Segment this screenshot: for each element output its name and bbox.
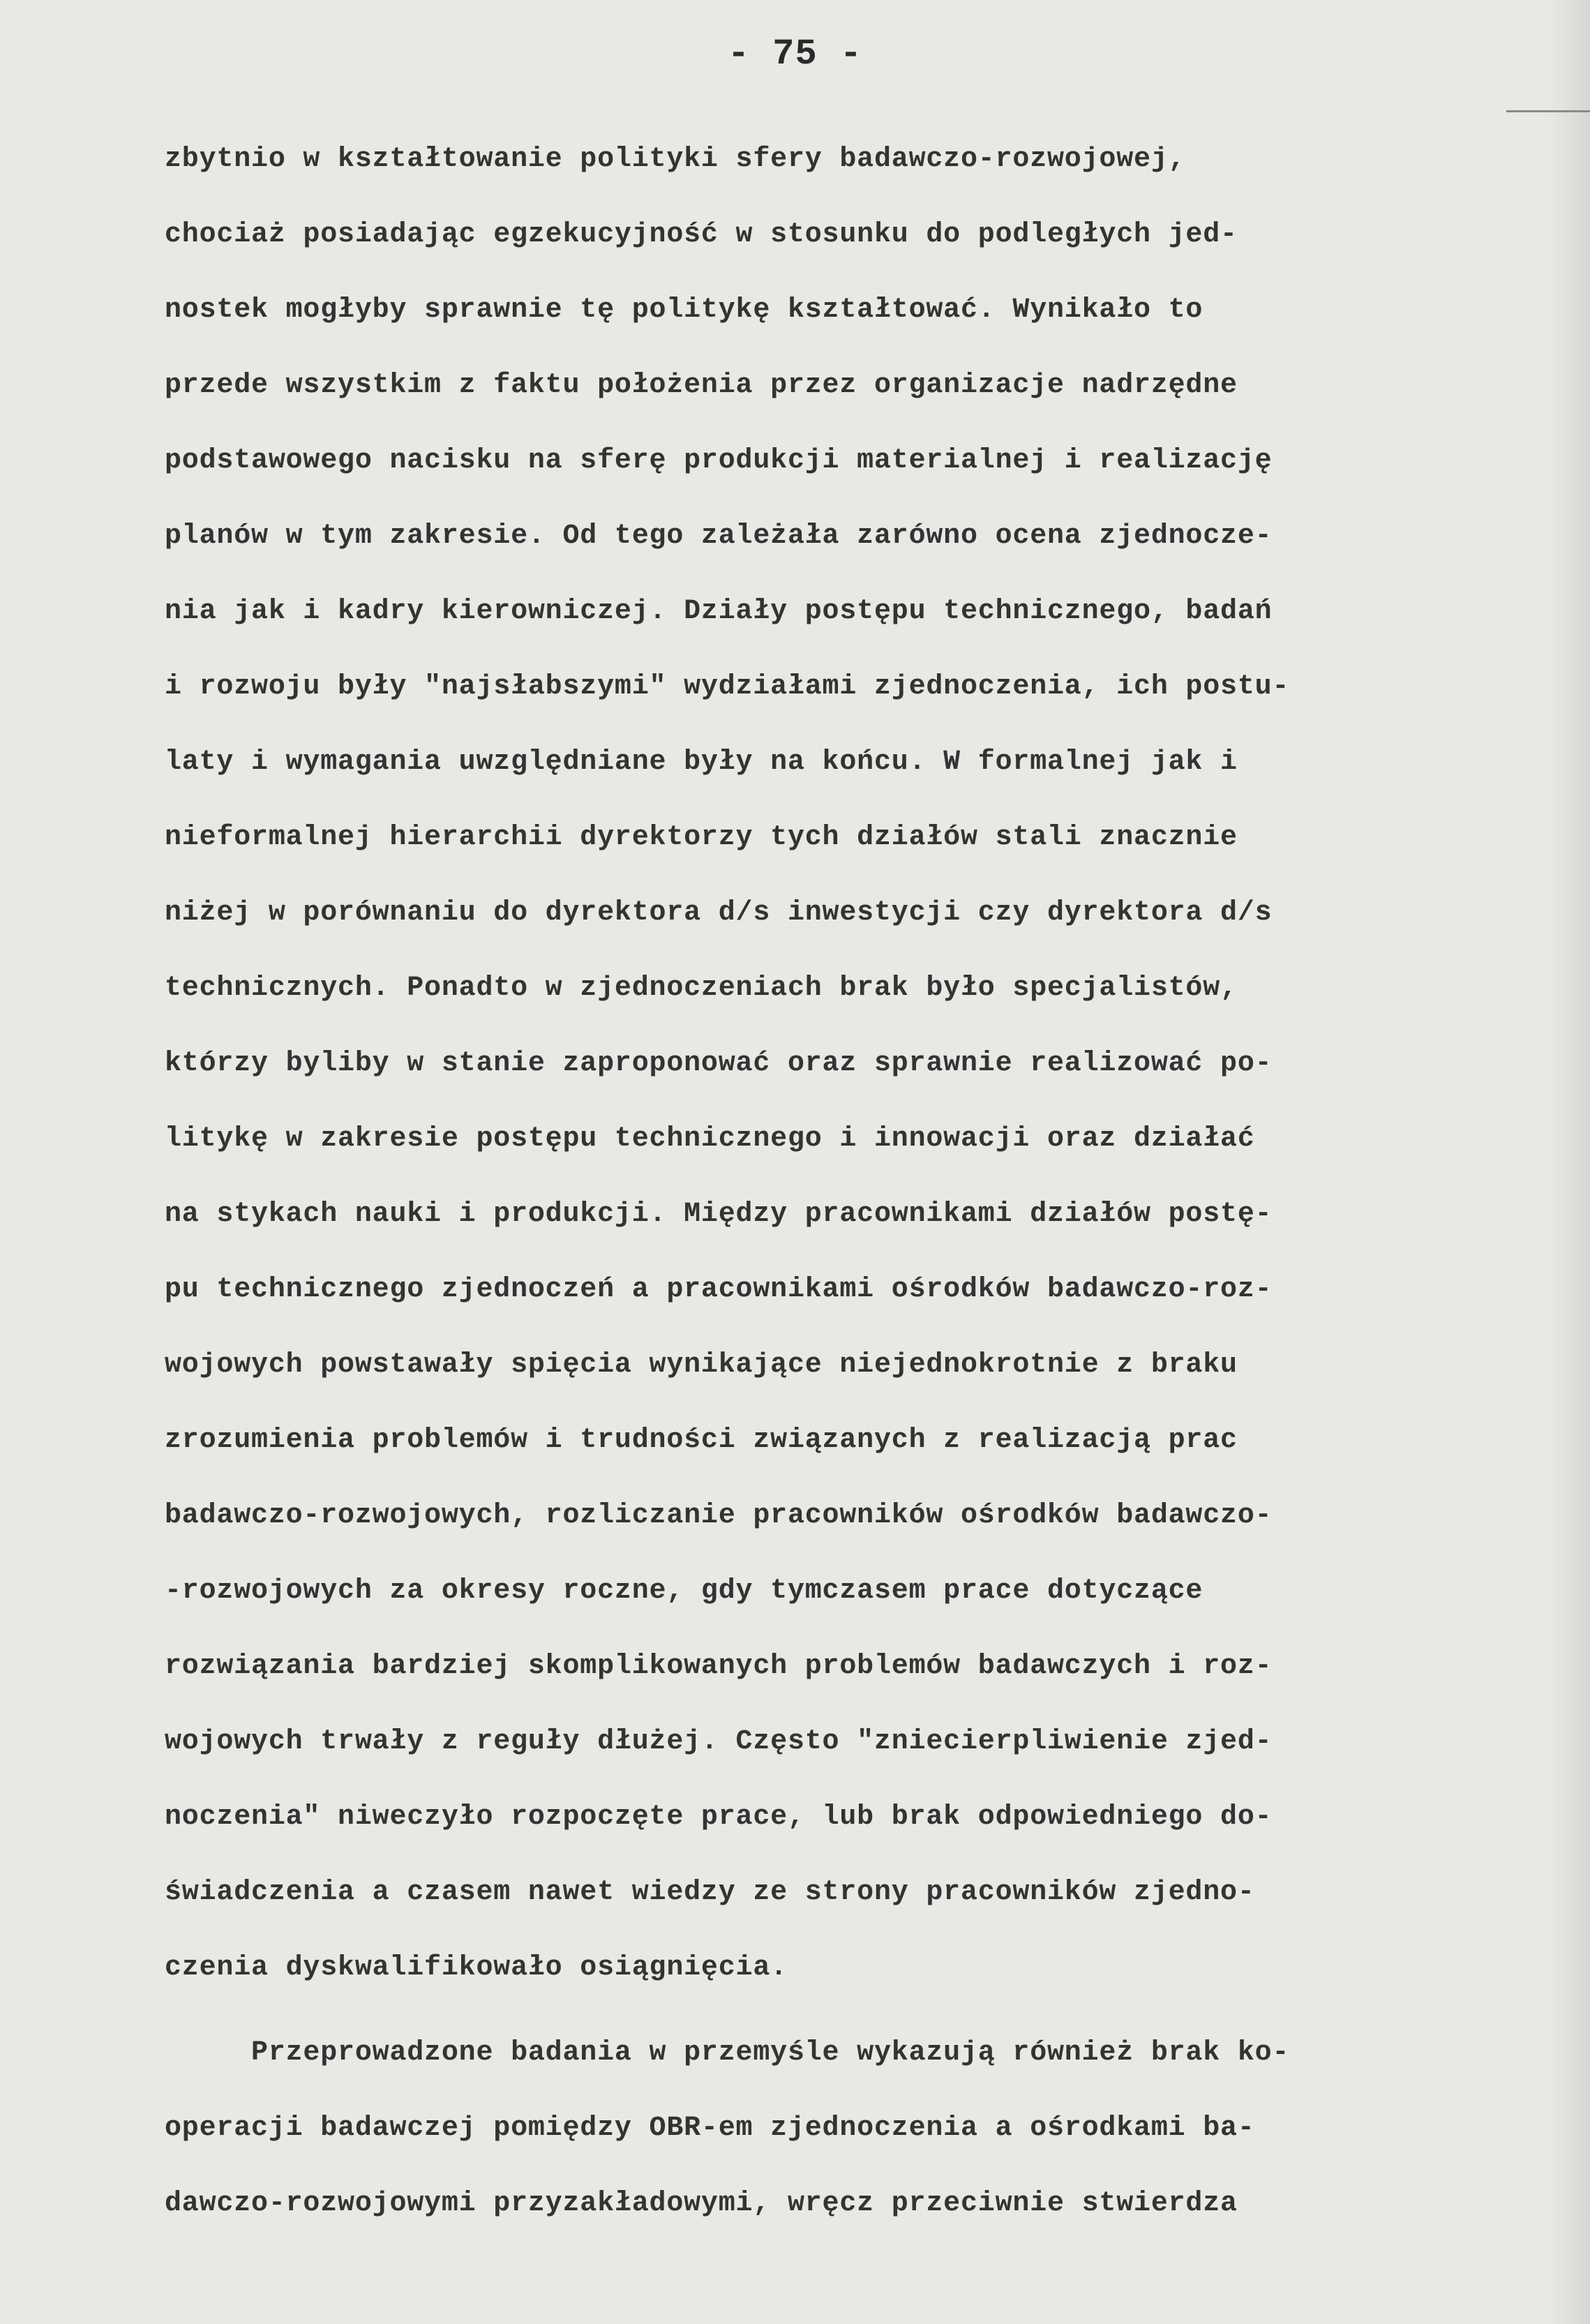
text-line: nieformalnej hierarchii dyrektorzy tych działów stali znacznie [165,822,1238,853]
text-line: chociaż posiadając egzekucyjność w stosunku do podległych jed- [165,219,1238,250]
text-line: laty i wymagania uwzględniane były na końcu. W formalnej jak i [165,747,1238,778]
text-line: zbytnio w kształtowanie polityki sfery badawczo-rozwojowej, [165,144,1186,175]
text-line: niżej w porównaniu do dyrektora d/s inwestycji czy dyrektora d/s [165,897,1273,929]
paragraph-start-line: Przeprowadzone badania w przemyśle wykazują również brak ko- [165,2037,1290,2069]
text-line: noczenia" niweczyło rozpoczęte prace, lub brak odpowiedniego do- [165,1801,1273,1833]
text-line: operacji badawczej pomiędzy OBR-em zjednoczenia a ośrodkami ba- [165,2113,1255,2144]
edge-mark [1506,110,1590,112]
text-line: świadczenia a czasem nawet wiedzy ze strony pracowników zjedno- [165,1877,1255,1908]
text-line: wojowych powstawały spięcia wynikające niejednokrotnie z braku [165,1349,1238,1381]
text-line: którzy byliby w stanie zaproponować oraz sprawnie realizować po- [165,1048,1273,1079]
text-line: litykę w zakresie postępu technicznego i innowacji oraz działać [165,1123,1255,1155]
text-line: dawczo-rozwojowymi przyzakładowymi, wręcz przeciwnie stwierdza [165,2188,1238,2219]
text-line: podstawowego nacisku na sferę produkcji materialnej i realizację [165,445,1273,477]
text-line: pu technicznego zjednoczeń a pracownikami ośrodków badawczo-roz- [165,1274,1273,1305]
text-line: zrozumienia problemów i trudności związanych z realizacją prac [165,1425,1238,1456]
text-line: technicznych. Ponadto w zjednoczeniach brak było specjalistów, [165,973,1238,1004]
text-line: badawczo-rozwojowych, rozliczanie pracowników ośrodków badawczo- [165,1500,1273,1531]
page-number: - 75 - [727,33,863,75]
page-edge-shadow [1548,0,1590,2324]
text-line: planów w tym zakresie. Od tego zależała zarówno ocena zjednocze- [165,520,1273,552]
text-line: i rozwoju były "najsłabszymi" wydziałami zjednoczenia, ich postu- [165,671,1290,703]
text-line: przede wszystkim z faktu położenia przez organizacje nadrzędne [165,370,1238,401]
text-line: rozwiązania bardziej skomplikowanych problemów badawczych i roz- [165,1651,1273,1682]
text-line: -rozwojowych za okresy roczne, gdy tymczasem prace dotyczące [165,1575,1203,1607]
text-line: nostek mogłyby sprawnie tę politykę kształtować. Wynikało to [165,294,1203,326]
text-line: nia jak i kadry kierowniczej. Działy postępu technicznego, badań [165,596,1273,627]
body-text [165,143,1532,2263]
text-line: czenia dyskwalifikowało osiągnięcia. [165,1952,788,1984]
text-line: wojowych trwały z reguły dłużej. Często "zniecierpliwienie zjed- [165,1726,1273,1757]
text-line: na stykach nauki i produkcji. Między pracownikami działów postę- [165,1199,1273,1230]
